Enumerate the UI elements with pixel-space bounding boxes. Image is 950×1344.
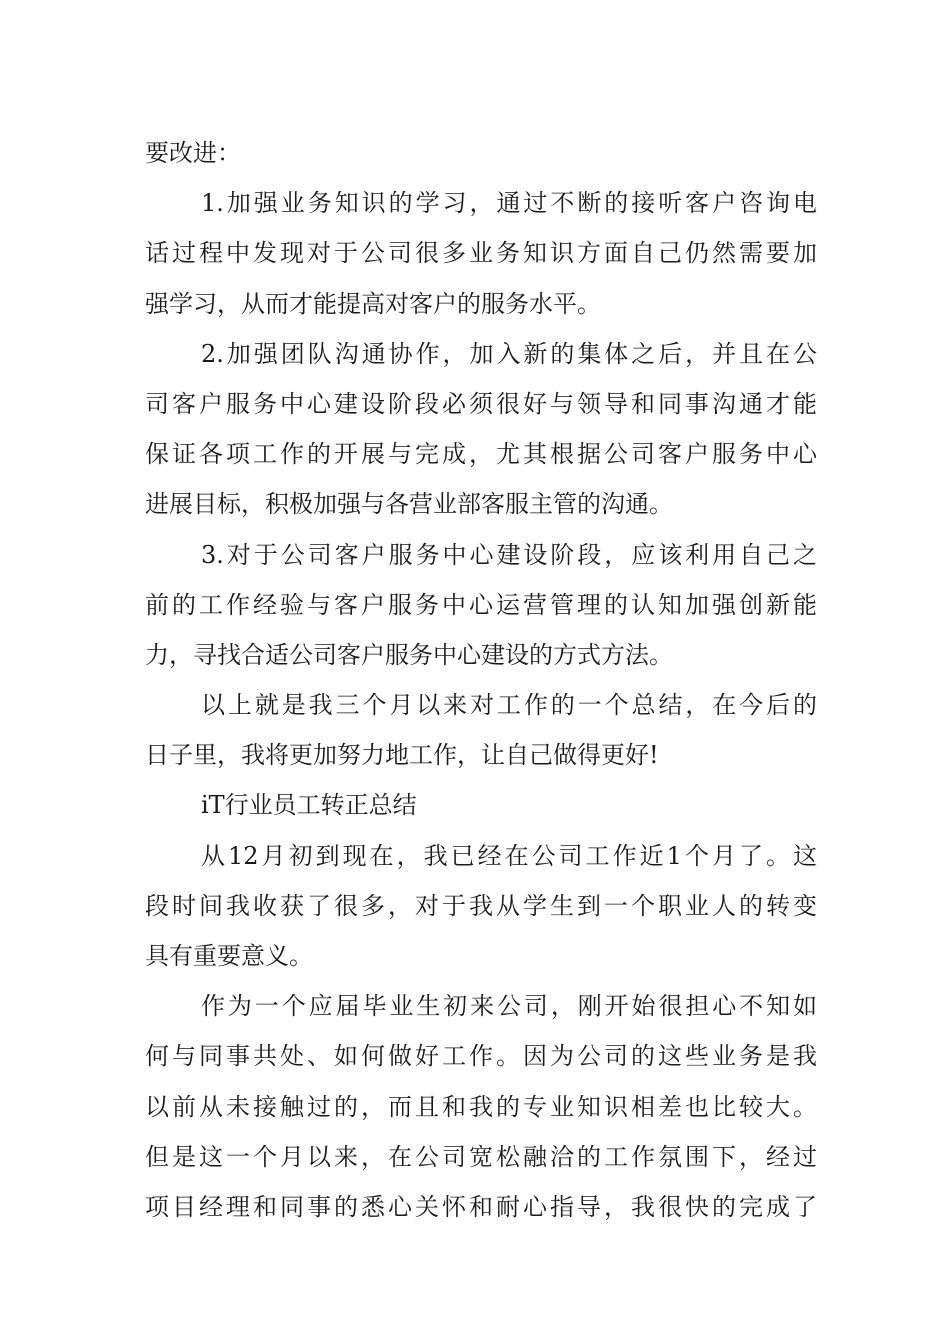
text-line: 要改进： bbox=[145, 139, 241, 167]
text-line: 司客户服务中心建设阶段必须很好与领导和同事沟通才能 bbox=[145, 389, 817, 418]
text-line: 以前从未接触过的，而且和我的专业知识相差也比较大。 bbox=[145, 1092, 817, 1121]
text-line: 项目经理和同事的悉心关怀和耐心指导，我很快的完成了 bbox=[145, 1192, 817, 1221]
text-line: 前的工作经验与客户服务中心运营管理的认知加强创新能 bbox=[145, 590, 817, 619]
text-line: 日子里，我将更加努力地工作，让自己做得更好! bbox=[145, 741, 659, 770]
text-line: 但是这一个月以来，在公司宽松融洽的工作氛围下，经过 bbox=[145, 1142, 817, 1171]
body-text bbox=[145, 128, 817, 1232]
text-line: 以上就是我三个月以来对工作的一个总结，在今后的 bbox=[201, 691, 817, 720]
text-line: 从12月初到现在，我已经在公司工作近1个月了。这 bbox=[201, 841, 817, 870]
text-line: 强学习，从而才能提高对客户的服务水平。 bbox=[145, 289, 601, 318]
text-line: 段时间我收获了很多，对于我从学生到一个职业人的转变 bbox=[145, 891, 817, 920]
text-line: 具有重要意义。 bbox=[145, 942, 313, 970]
text-line: iT行业员工转正总结 bbox=[201, 791, 417, 820]
text-line: 2.加强团队沟通协作，加入新的集体之后，并且在公 bbox=[201, 339, 817, 368]
text-line: 保证各项工作的开展与完成，尤其根据公司客户服务中心 bbox=[145, 440, 817, 469]
text-line: 1.加强业务知识的学习，通过不断的接听客户咨询电 bbox=[201, 189, 817, 218]
text-line: 作为一个应届毕业生初来公司，刚开始很担心不知如 bbox=[201, 992, 817, 1021]
text-line: 力，寻找合适公司客户服务中心建设的方式方法。 bbox=[145, 640, 673, 669]
text-line: 进展目标，积极加强与各营业部客服主管的沟通。 bbox=[145, 490, 673, 519]
text-line: 话过程中发现对于公司很多业务知识方面自己仍然需要加 bbox=[145, 239, 817, 268]
text-line: 3.对于公司客户服务中心建设阶段，应该利用自己之 bbox=[201, 540, 817, 569]
text-line: 何与同事共处、如何做好工作。因为公司的这些业务是我 bbox=[145, 1042, 817, 1071]
